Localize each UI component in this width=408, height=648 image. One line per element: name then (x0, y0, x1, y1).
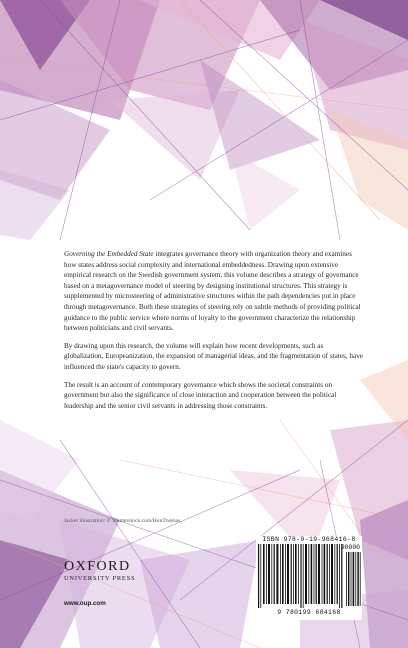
back-cover-blurb (64, 249, 364, 418)
blurb-paragraph-1 (64, 249, 364, 334)
publisher-press: UNIVERSITY PRESS (64, 575, 136, 582)
publisher-url: www.oup.com (64, 600, 106, 607)
isbn-label: ISBN 978-0-19-968416-8 (262, 536, 356, 543)
blurb-paragraph-2: By drawing upon this research, the volume will explain how recent developments, such as globalization, Europeanization, the expansion of managerial ideas, and the fragmentation of states, have influenced the state's capacity to govern. (64, 341, 363, 371)
barcode-bars (256, 544, 362, 610)
blurb-paragraph-1-text: integrates governance theory with organization theory and examines how states address social complexity and international embeddedness. Drawing upon extensive empirical research on the Swedish government system, this volume describes a strategy of governance based on a metagovernance model of steering by designing institutional structures. This strategy is supplemented by microsteering of administrative structures within the path dependencies put in place through metagovernance. Both these strategies of steering rely on subtle methods of providing political guidance to the public service where norms of loyalty to the government characterize the relationship between politicians and civil servants. (64, 250, 361, 333)
isbn-barcode (256, 536, 362, 620)
blurb-paragraph-3: The result is an account of contemporary governance which shows the societal constraints on government but also the significance of close interaction and cooperation between the political leadership and the senior civil servants in addressing those constraints. (64, 380, 337, 410)
jacket-credit: Jacket illustration: © Shutterstock.com/HunThomas. (64, 518, 182, 524)
price-code: 90000 (340, 544, 360, 551)
barcode-number: 9 780199 684168 (277, 609, 341, 616)
publisher-logo (64, 560, 135, 583)
publisher-name: OXFORD (64, 559, 131, 574)
book-title-inline: Governing the Embedded State (64, 250, 154, 258)
